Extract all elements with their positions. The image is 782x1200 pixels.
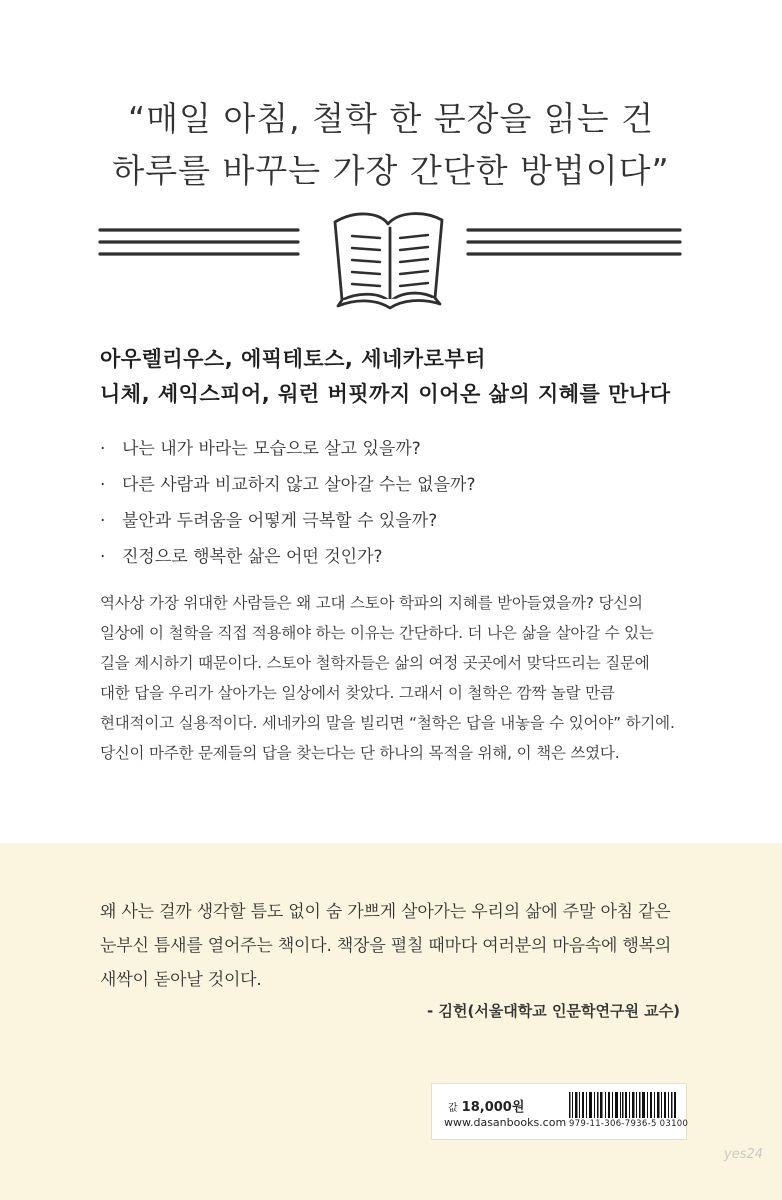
question-text: 불안과 두려움을 어떻게 극복할 수 있을까? — [122, 511, 438, 531]
paragraph-line: 역사상 가장 위대한 사람들은 왜 고대 스토아 학파의 지혜를 받아들였을까? 당신의 — [100, 594, 643, 612]
list-item — [100, 503, 475, 539]
paragraph-line: 일상에 이 철학을 직접 적용해야 하는 이유는 간단하다. 더 나은 삶을 살아갈 수 있는 — [100, 624, 654, 642]
review-quote — [100, 895, 700, 997]
paragraph-line: 현대적이고 실용적이다. 세네카의 말을 빌리면 “철학은 답을 내놓을 수 있어야” 하기에. — [100, 714, 675, 732]
list-item — [100, 431, 475, 467]
question-text: 다른 사람과 비교하지 않고 살아갈 수는 없을까? — [122, 475, 476, 495]
headline-line-2: 니체, 셰익스피어, 워런 버핏까지 이어온 삶의 지혜를 만나다 — [100, 382, 671, 406]
cover-bottom-section — [0, 843, 782, 1200]
review-line: 왜 사는 걸까 생각할 틈도 없이 숨 가쁘게 살아가는 우리의 삶에 주말 아침 같은 — [100, 902, 671, 922]
open-book-illustration — [90, 200, 692, 315]
bullet: · — [100, 511, 106, 531]
bullet: · — [100, 439, 106, 459]
watermark: yes24 — [724, 1147, 764, 1162]
open-book-icon — [90, 200, 692, 315]
price-tag — [448, 1096, 524, 1115]
paragraph-line: 대한 답을 우리가 살아가는 일상에서 찾았다. 그래서 이 철학은 깜짝 놀랄 만큼 — [100, 684, 615, 702]
review-line: 눈부신 틈새를 열어주는 책이다. 책장을 펼칠 때마다 여러분의 마음속에 행복의 — [100, 936, 672, 956]
paragraph-line: 당신이 마주한 문제들의 답을 찾는다는 단 하나의 목적을 위해, 이 책은 쓰였다. — [100, 744, 620, 762]
bullet: · — [100, 475, 106, 495]
quote-line-2: 하루를 바꾸는 가장 간단한 방법이다” — [112, 151, 670, 190]
headline-line-1: 아우렐리우스, 에픽테토스, 세네카로부터 — [100, 347, 486, 371]
list-item — [100, 539, 475, 575]
question-text: 나는 내가 바라는 모습으로 살고 있을까? — [122, 439, 421, 459]
price-label: 값 — [448, 1103, 458, 1114]
description-paragraph — [100, 588, 700, 768]
question-text: 진정으로 행복한 삶은 어떤 것인가? — [122, 547, 383, 567]
review-line: 새싹이 돋아날 것이다. — [100, 970, 262, 990]
quote-line-1: “매일 아침, 철학 한 문장을 읽는 건 — [128, 99, 654, 138]
publisher-url: www.dasanbooks.com — [444, 1116, 567, 1129]
review-attribution: - 김헌(서울대학교 인문학연구원 교수) — [427, 1002, 680, 1020]
question-list — [100, 431, 475, 575]
bullet: · — [100, 547, 106, 567]
price-value: 18,000원 — [461, 1100, 525, 1115]
isbn-number: 979-11-306-7936-5 03100 — [569, 1119, 689, 1129]
barcode-icon — [569, 1092, 677, 1118]
paragraph-line: 길을 제시하기 때문이다. 스토아 철학자들은 삶의 여정 곳곳에서 맞닥뜨리는 질문에 — [100, 654, 650, 672]
barcode-panel — [431, 1083, 687, 1140]
list-item — [100, 467, 475, 503]
